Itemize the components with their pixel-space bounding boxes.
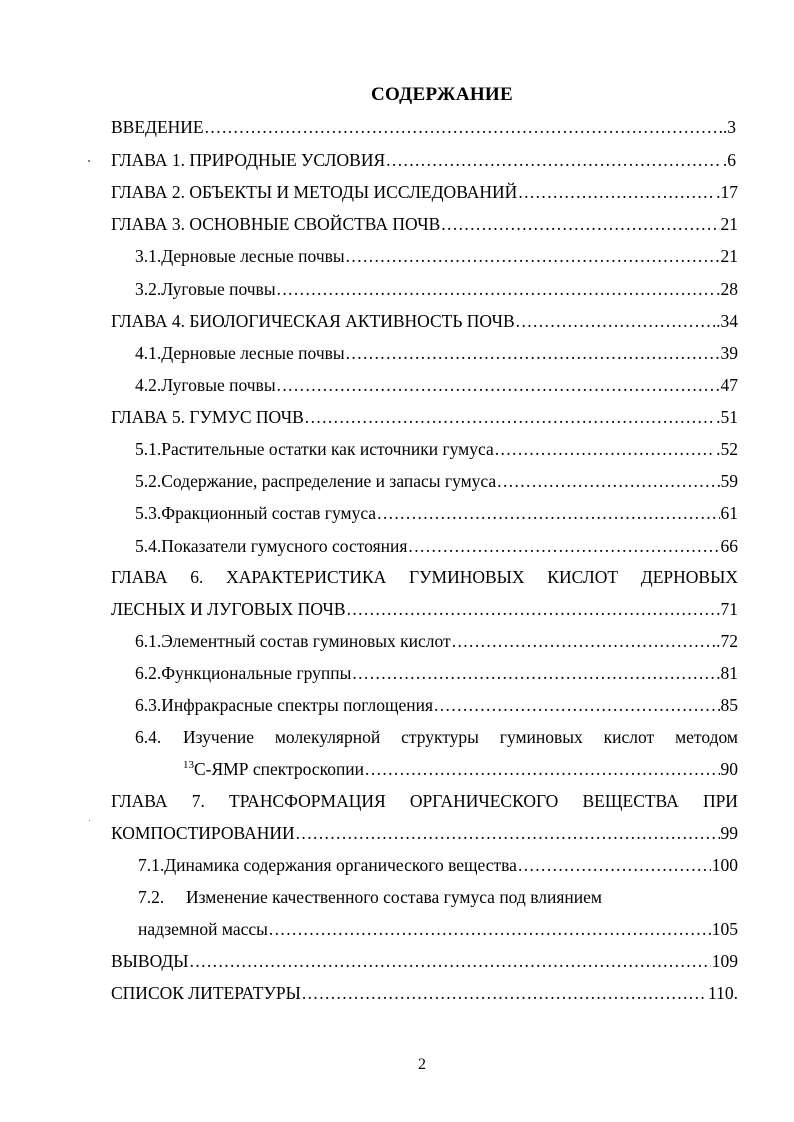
toc-entry-section-6-2 bbox=[135, 663, 738, 687]
toc-word: ТРАНСФОРМАЦИЯ bbox=[229, 791, 386, 811]
toc-entry-text: ЛЕСНЫХ И ЛУГОВЫХ ПОЧВ bbox=[111, 599, 346, 619]
toc-word: 7. bbox=[191, 791, 205, 811]
leader-dots bbox=[516, 311, 715, 332]
toc-word: методом bbox=[675, 727, 738, 747]
toc-entry-intro bbox=[111, 117, 736, 141]
toc-word: 6. bbox=[190, 567, 204, 587]
toc-entry-references bbox=[111, 983, 738, 1007]
toc-entry-chapter-4 bbox=[111, 311, 738, 335]
toc-page-number: 100 bbox=[711, 855, 738, 875]
toc-word: ДЕРНОВЫХ bbox=[640, 567, 738, 587]
toc-entry-text bbox=[183, 759, 364, 780]
toc-entry-text: надземной массы bbox=[138, 919, 268, 939]
toc-page-number: 105 bbox=[711, 919, 738, 939]
toc-entry-section-6-4-line-1 bbox=[135, 727, 738, 751]
toc-page-number: 90 bbox=[720, 759, 738, 779]
toc-entry-text: ГЛАВА 2. ОБЪЕКТЫ И МЕТОДЫ ИССЛЕДОВАНИЙ bbox=[111, 182, 518, 202]
leader-dots bbox=[408, 536, 719, 557]
toc-entry-text: Изменение качественного состава гумуса под влиянием bbox=[186, 887, 602, 907]
toc-entry-section-4-2 bbox=[135, 375, 738, 399]
scan-speck bbox=[89, 820, 90, 821]
toc-entry-section-7-2-line-2 bbox=[138, 919, 738, 943]
toc-entry-section-7-1 bbox=[138, 855, 738, 879]
toc-section-number: 6.4. bbox=[135, 727, 162, 747]
toc-entry-text: Дерновые лесные почвы bbox=[161, 246, 345, 266]
toc-word: ГЛАВА bbox=[111, 791, 168, 811]
toc-section-number: 6.2. bbox=[135, 663, 162, 683]
toc-entry-chapter-7-line-2 bbox=[111, 823, 738, 847]
toc-entry-text: Луговые почвы bbox=[161, 279, 276, 299]
page-title: СОДЕРЖАНИЕ bbox=[371, 84, 513, 105]
leader-dots bbox=[452, 631, 715, 652]
toc-section-number: 5.3. bbox=[135, 503, 162, 523]
toc-page-number: .34 bbox=[716, 311, 738, 331]
toc-entry-text: Луговые почвы bbox=[161, 375, 276, 395]
leader-dots bbox=[302, 983, 707, 1004]
toc-entry-section-6-3 bbox=[135, 695, 738, 719]
toc-entry-text: ГЛАВА 1. ПРИРОДНЫЕ УСЛОВИЯ bbox=[111, 150, 386, 170]
scan-speck bbox=[88, 160, 90, 162]
toc-entry-text: Функциональные группы bbox=[161, 663, 352, 683]
leader-dots bbox=[518, 182, 715, 203]
leader-dots bbox=[346, 343, 720, 364]
toc-entry-section-5-1 bbox=[135, 439, 738, 463]
toc-section-number: 7.2. bbox=[138, 887, 165, 907]
toc-entry-text: Дерновые лесные почвы bbox=[161, 343, 345, 363]
leader-dots bbox=[305, 407, 715, 428]
toc-section-number: 6.1. bbox=[135, 631, 162, 651]
toc-page-number: 81 bbox=[720, 663, 738, 683]
toc-entry-chapter-7-line-1 bbox=[111, 791, 738, 815]
leader-dots bbox=[277, 279, 716, 300]
toc-entry-section-4-1 bbox=[135, 343, 738, 367]
toc-word: ХАРАКТЕРИСТИКА bbox=[226, 567, 387, 587]
toc-entry-section-5-3 bbox=[135, 503, 738, 527]
toc-word: ПРИ bbox=[702, 791, 738, 811]
toc-page-number: 109 bbox=[711, 951, 738, 971]
leader-dots bbox=[377, 503, 719, 524]
toc-entry-text: Элементный состав гуминовых кислот bbox=[161, 631, 451, 651]
leader-dots bbox=[277, 375, 720, 396]
toc-entry-text: ВЫВОДЫ bbox=[111, 951, 189, 971]
toc-page-number: 21 bbox=[720, 214, 738, 234]
toc-page-number: 21 bbox=[720, 246, 738, 266]
toc-entry-text: Показатели гумусного состояния bbox=[161, 536, 408, 556]
leader-dots bbox=[346, 246, 720, 267]
toc-entry-text: ГЛАВА 5. ГУМУС ПОЧВ bbox=[111, 407, 304, 427]
page-number: 2 bbox=[418, 1056, 426, 1073]
toc-entry-text: Фракционный состав гумуса bbox=[161, 503, 377, 523]
toc-entry-chapter-6-line-1 bbox=[111, 567, 738, 591]
toc-page-number: 66 bbox=[720, 536, 738, 556]
toc-entry-text: КОМПОСТИРОВАНИИ bbox=[111, 823, 295, 843]
toc-page-number: 47 bbox=[720, 375, 738, 395]
toc-section-number: 5.2. bbox=[135, 471, 162, 491]
toc-entry-section-3-1 bbox=[135, 246, 738, 270]
leader-dots bbox=[296, 823, 720, 844]
toc-entry-chapter-2 bbox=[111, 182, 738, 206]
toc-entry-chapter-3 bbox=[111, 214, 738, 238]
leader-dots bbox=[269, 919, 711, 940]
leader-dots bbox=[205, 117, 722, 138]
leader-dots bbox=[497, 471, 719, 492]
toc-entry-text: Инфракрасные спектры поглощения bbox=[161, 695, 433, 715]
toc-entry-text: ВВЕДЕНИЕ bbox=[111, 117, 204, 137]
toc-page-number: .52 bbox=[716, 439, 738, 459]
toc-entry-chapter-5 bbox=[111, 407, 738, 431]
leader-dots bbox=[518, 855, 711, 876]
toc-page-number: .72 bbox=[716, 631, 738, 651]
toc-page-number: 61 bbox=[720, 503, 738, 523]
toc-word: кислот bbox=[603, 727, 655, 747]
toc-entry-section-5-2 bbox=[135, 471, 738, 495]
toc-page-number: .51 bbox=[716, 407, 738, 427]
toc-entry-text bbox=[183, 727, 738, 748]
leader-dots bbox=[352, 663, 719, 684]
toc-entry-text: Растительные остатки как источники гумуса bbox=[161, 439, 494, 459]
toc-page-number: 99 bbox=[720, 823, 738, 843]
toc-entry-text: СПИСОК ЛИТЕРАТУРЫ bbox=[111, 983, 301, 1003]
toc-word: ГУМИНОВЫХ bbox=[409, 567, 525, 587]
toc-entry-chapter-6-line-2 bbox=[111, 599, 738, 623]
leader-dots bbox=[434, 695, 720, 716]
toc-entry-text: Динамика содержания органического вещества bbox=[164, 855, 517, 875]
toc-page-number: 110. bbox=[708, 983, 738, 1003]
toc-word: структуры bbox=[401, 727, 479, 747]
toc-entry-section-3-2 bbox=[135, 279, 738, 303]
toc-entry-section-6-4-line-2 bbox=[183, 759, 738, 783]
toc-section-number: 3.1. bbox=[135, 246, 162, 266]
superscript-13: 13 bbox=[183, 759, 194, 772]
leader-dots bbox=[386, 150, 722, 171]
toc-page-number: 71 bbox=[720, 599, 738, 619]
toc-entry-text: ГЛАВА 4. БИОЛОГИЧЕСКАЯ АКТИВНОСТЬ ПОЧВ bbox=[111, 311, 515, 331]
toc-section-number: 4.2. bbox=[135, 375, 162, 395]
toc-word: ВЕЩЕСТВА bbox=[582, 791, 679, 811]
toc-page-number: .28 bbox=[716, 279, 738, 299]
toc-word: ГЛАВА bbox=[111, 567, 168, 587]
toc-entry-section-5-4 bbox=[135, 536, 738, 560]
toc-page-number: 59 bbox=[720, 471, 738, 491]
leader-dots bbox=[441, 214, 719, 235]
leader-dots bbox=[365, 759, 719, 780]
toc-section-number: 3.2. bbox=[135, 279, 162, 299]
toc-section-number: 6.3. bbox=[135, 695, 162, 715]
leader-dots bbox=[495, 439, 715, 460]
toc-page-number: .17 bbox=[716, 182, 738, 202]
toc-word: КИСЛОТ bbox=[547, 567, 619, 587]
toc-entry-section-7-2-line-1 bbox=[138, 887, 738, 911]
toc-section-number: 4.1. bbox=[135, 343, 162, 363]
toc-page-number: 39 bbox=[720, 343, 738, 363]
toc-page-number: 85 bbox=[720, 695, 738, 715]
toc-word: молекулярной bbox=[274, 727, 381, 747]
toc-section-number: 5.4. bbox=[135, 536, 162, 556]
toc-word: ОРГАНИЧЕСКОГО bbox=[409, 791, 559, 811]
toc-word: гуминовых bbox=[499, 727, 583, 747]
toc-entry-text: Содержание, распределение и запасы гумуса bbox=[161, 471, 497, 491]
toc-entry-section-6-1 bbox=[135, 631, 738, 655]
toc-page-number: .6 bbox=[722, 150, 736, 170]
leader-dots bbox=[190, 951, 711, 972]
toc-section-number: 7.1. bbox=[138, 855, 165, 875]
toc-entry-text-rest: С-ЯМР спектроскопии bbox=[194, 759, 365, 779]
toc-entry-text: ГЛАВА 3. ОСНОВНЫЕ СВОЙСТВА ПОЧВ bbox=[111, 214, 441, 234]
toc-entry-conclusions bbox=[111, 951, 738, 975]
leader-dots bbox=[347, 599, 720, 620]
toc-word: Изучение bbox=[183, 727, 254, 747]
toc-entry-chapter-1 bbox=[111, 150, 736, 174]
toc-section-number: 5.1. bbox=[135, 439, 162, 459]
toc-page-number: .3 bbox=[722, 117, 736, 137]
